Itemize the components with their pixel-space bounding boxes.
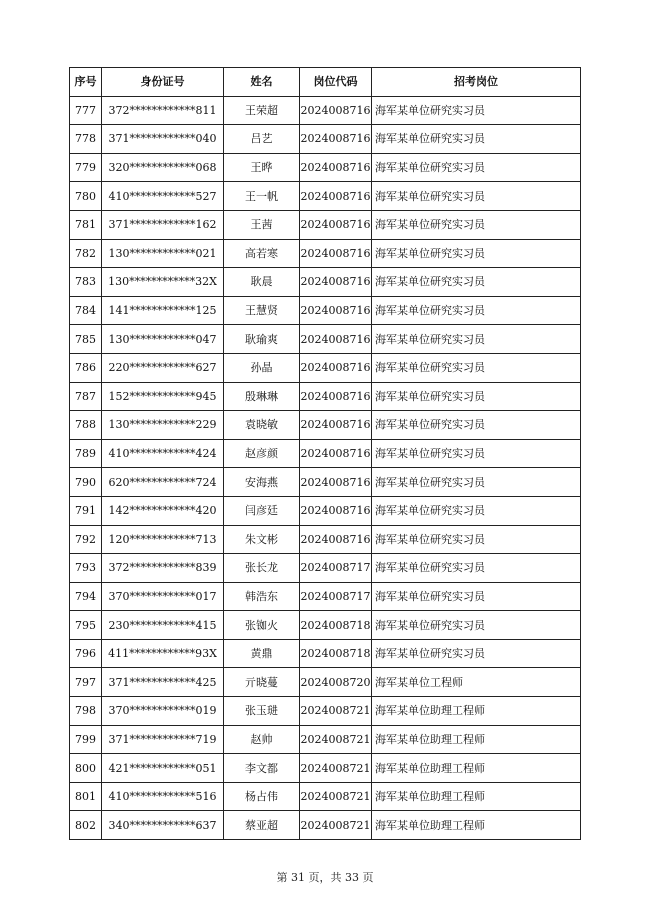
- table-row: [70, 96, 581, 125]
- cell-no: 797: [70, 668, 102, 697]
- cell-id-number: 372************839: [102, 554, 224, 583]
- cell-id-number: 411************93X: [102, 639, 224, 668]
- cell-no: 790: [70, 468, 102, 497]
- cell-position: 海军某单位研究实习员: [372, 496, 581, 525]
- cell-no: 785: [70, 325, 102, 354]
- cell-id-number: 130************32X: [102, 268, 224, 297]
- cell-position: 海军某单位助理工程师: [372, 782, 581, 811]
- cell-position: 海军某单位研究实习员: [372, 153, 581, 182]
- cell-position: 海军某单位研究实习员: [372, 611, 581, 640]
- table-row: [70, 668, 581, 697]
- cell-no: 788: [70, 411, 102, 440]
- cell-name: 张铷火: [224, 611, 300, 640]
- cell-position: 海军某单位助理工程师: [372, 697, 581, 726]
- page-number: 第 31 页，共 33 页: [276, 871, 374, 884]
- cell-name: 杨占伟: [224, 782, 300, 811]
- cell-name: 王慧贤: [224, 296, 300, 325]
- table-row: [70, 411, 581, 440]
- cell-id-number: 142************420: [102, 496, 224, 525]
- cell-name: 朱文彬: [224, 525, 300, 554]
- cell-name: 王一帆: [224, 182, 300, 211]
- cell-position-code: 2024008718: [300, 639, 372, 668]
- cell-position-code: 2024008716: [300, 468, 372, 497]
- table-row: [70, 382, 581, 411]
- table-row: [70, 811, 581, 840]
- cell-name: 耿晨: [224, 268, 300, 297]
- cell-position-code: 2024008716: [300, 382, 372, 411]
- cell-position-code: 2024008716: [300, 353, 372, 382]
- cell-id-number: 152************945: [102, 382, 224, 411]
- cell-position-code: 2024008716: [300, 239, 372, 268]
- table-row: [70, 468, 581, 497]
- cell-position: 海军某单位研究实习员: [372, 268, 581, 297]
- table-row: [70, 210, 581, 239]
- cell-name: 张玉琎: [224, 697, 300, 726]
- cell-position: 海军某单位研究实习员: [372, 353, 581, 382]
- header-no: 序号: [70, 68, 102, 97]
- table-row: [70, 697, 581, 726]
- table-row: [70, 125, 581, 154]
- cell-id-number: 370************017: [102, 582, 224, 611]
- cell-id-number: 320************068: [102, 153, 224, 182]
- cell-no: 782: [70, 239, 102, 268]
- cell-position-code: 2024008721: [300, 725, 372, 754]
- cell-position: 海军某单位研究实习员: [372, 468, 581, 497]
- table-row: [70, 182, 581, 211]
- cell-name: 安海燕: [224, 468, 300, 497]
- cell-name: 韩浩东: [224, 582, 300, 611]
- cell-name: 李文都: [224, 754, 300, 783]
- header-position: 招考岗位: [372, 68, 581, 97]
- cell-id-number: 130************229: [102, 411, 224, 440]
- cell-name: 王茜: [224, 210, 300, 239]
- cell-no: 799: [70, 725, 102, 754]
- cell-position: 海军某单位研究实习员: [372, 125, 581, 154]
- cell-id-number: 130************021: [102, 239, 224, 268]
- table-row: [70, 611, 581, 640]
- cell-name: 赵帅: [224, 725, 300, 754]
- cell-id-number: 371************162: [102, 210, 224, 239]
- table-row: [70, 296, 581, 325]
- cell-position-code: 2024008716: [300, 525, 372, 554]
- cell-position: 海军某单位研究实习员: [372, 182, 581, 211]
- table-row: [70, 725, 581, 754]
- cell-position: 海军某单位研究实习员: [372, 439, 581, 468]
- cell-id-number: 120************713: [102, 525, 224, 554]
- cell-id-number: 371************425: [102, 668, 224, 697]
- cell-name: 孙晶: [224, 353, 300, 382]
- cell-position-code: 2024008716: [300, 96, 372, 125]
- header-name: 姓名: [224, 68, 300, 97]
- cell-name: 袁晓敏: [224, 411, 300, 440]
- cell-no: 798: [70, 697, 102, 726]
- cell-no: 783: [70, 268, 102, 297]
- cell-id-number: 141************125: [102, 296, 224, 325]
- cell-position-code: 2024008721: [300, 782, 372, 811]
- cell-position: 海军某单位助理工程师: [372, 754, 581, 783]
- cell-position-code: 2024008716: [300, 153, 372, 182]
- cell-position: 海军某单位研究实习员: [372, 639, 581, 668]
- cell-name: 黄鼎: [224, 639, 300, 668]
- header-id: 身份证号: [102, 68, 224, 97]
- cell-no: 793: [70, 554, 102, 583]
- cell-id-number: 220************627: [102, 353, 224, 382]
- table-row: [70, 582, 581, 611]
- cell-position-code: 2024008716: [300, 325, 372, 354]
- cell-position: 海军某单位研究实习员: [372, 525, 581, 554]
- table-body: [70, 96, 581, 839]
- cell-name: 耿瑜爽: [224, 325, 300, 354]
- cell-position: 海军某单位研究实习员: [372, 582, 581, 611]
- cell-id-number: 230************415: [102, 611, 224, 640]
- cell-no: 780: [70, 182, 102, 211]
- table-row: [70, 325, 581, 354]
- cell-no: 781: [70, 210, 102, 239]
- cell-position-code: 2024008716: [300, 411, 372, 440]
- cell-no: 787: [70, 382, 102, 411]
- cell-position: 海军某单位研究实习员: [372, 325, 581, 354]
- cell-no: 795: [70, 611, 102, 640]
- table-row: [70, 754, 581, 783]
- cell-name: 闫彦廷: [224, 496, 300, 525]
- table-row: [70, 525, 581, 554]
- cell-no: 802: [70, 811, 102, 840]
- table-row: [70, 554, 581, 583]
- cell-no: 791: [70, 496, 102, 525]
- cell-position-code: 2024008716: [300, 496, 372, 525]
- cell-position-code: 2024008721: [300, 754, 372, 783]
- cell-no: 789: [70, 439, 102, 468]
- cell-position: 海军某单位工程师: [372, 668, 581, 697]
- cell-name: 殷琳琳: [224, 382, 300, 411]
- cell-position-code: 2024008716: [300, 439, 372, 468]
- cell-position-code: 2024008716: [300, 125, 372, 154]
- cell-position-code: 2024008717: [300, 554, 372, 583]
- cell-id-number: 421************051: [102, 754, 224, 783]
- table-row: [70, 239, 581, 268]
- table-row: [70, 496, 581, 525]
- cell-no: 796: [70, 639, 102, 668]
- table-row: [70, 268, 581, 297]
- cell-position: 海军某单位研究实习员: [372, 554, 581, 583]
- cell-name: 王晔: [224, 153, 300, 182]
- cell-id-number: 620************724: [102, 468, 224, 497]
- cell-position: 海军某单位助理工程师: [372, 811, 581, 840]
- cell-no: 801: [70, 782, 102, 811]
- cell-name: 亓晓蔓: [224, 668, 300, 697]
- cell-position: 海军某单位研究实习员: [372, 296, 581, 325]
- cell-position-code: 2024008716: [300, 182, 372, 211]
- cell-position-code: 2024008717: [300, 582, 372, 611]
- table-row: [70, 439, 581, 468]
- header-code: 岗位代码: [300, 68, 372, 97]
- cell-position-code: 2024008716: [300, 296, 372, 325]
- header-row: [70, 68, 581, 97]
- cell-no: 786: [70, 353, 102, 382]
- cell-position: 海军某单位研究实习员: [372, 382, 581, 411]
- cell-no: 778: [70, 125, 102, 154]
- cell-position: 海军某单位研究实习员: [372, 210, 581, 239]
- cell-id-number: 410************516: [102, 782, 224, 811]
- cell-id-number: 340************637: [102, 811, 224, 840]
- table-row: [70, 353, 581, 382]
- cell-name: 吕艺: [224, 125, 300, 154]
- cell-no: 792: [70, 525, 102, 554]
- cell-position-code: 2024008716: [300, 210, 372, 239]
- cell-no: 779: [70, 153, 102, 182]
- cell-position: 海军某单位研究实习员: [372, 96, 581, 125]
- cell-position-code: 2024008718: [300, 611, 372, 640]
- cell-no: 794: [70, 582, 102, 611]
- cell-name: 赵彦颜: [224, 439, 300, 468]
- cell-no: 777: [70, 96, 102, 125]
- cell-name: 蔡亚超: [224, 811, 300, 840]
- cell-id-number: 130************047: [102, 325, 224, 354]
- cell-id-number: 371************040: [102, 125, 224, 154]
- cell-position-code: 2024008721: [300, 697, 372, 726]
- table-row: [70, 782, 581, 811]
- cell-name: 高若寒: [224, 239, 300, 268]
- roster-table: [69, 67, 581, 840]
- table-row: [70, 153, 581, 182]
- table-header: [70, 68, 581, 97]
- cell-position: 海军某单位助理工程师: [372, 725, 581, 754]
- cell-id-number: 372************811: [102, 96, 224, 125]
- cell-name: 张长龙: [224, 554, 300, 583]
- table-row: [70, 639, 581, 668]
- cell-name: 王荣超: [224, 96, 300, 125]
- cell-position-code: 2024008720: [300, 668, 372, 697]
- cell-position: 海军某单位研究实习员: [372, 411, 581, 440]
- cell-no: 800: [70, 754, 102, 783]
- cell-id-number: 370************019: [102, 697, 224, 726]
- cell-id-number: 410************527: [102, 182, 224, 211]
- cell-id-number: 371************719: [102, 725, 224, 754]
- cell-position-code: 2024008721: [300, 811, 372, 840]
- cell-position: 海军某单位研究实习员: [372, 239, 581, 268]
- cell-no: 784: [70, 296, 102, 325]
- cell-id-number: 410************424: [102, 439, 224, 468]
- cell-position-code: 2024008716: [300, 268, 372, 297]
